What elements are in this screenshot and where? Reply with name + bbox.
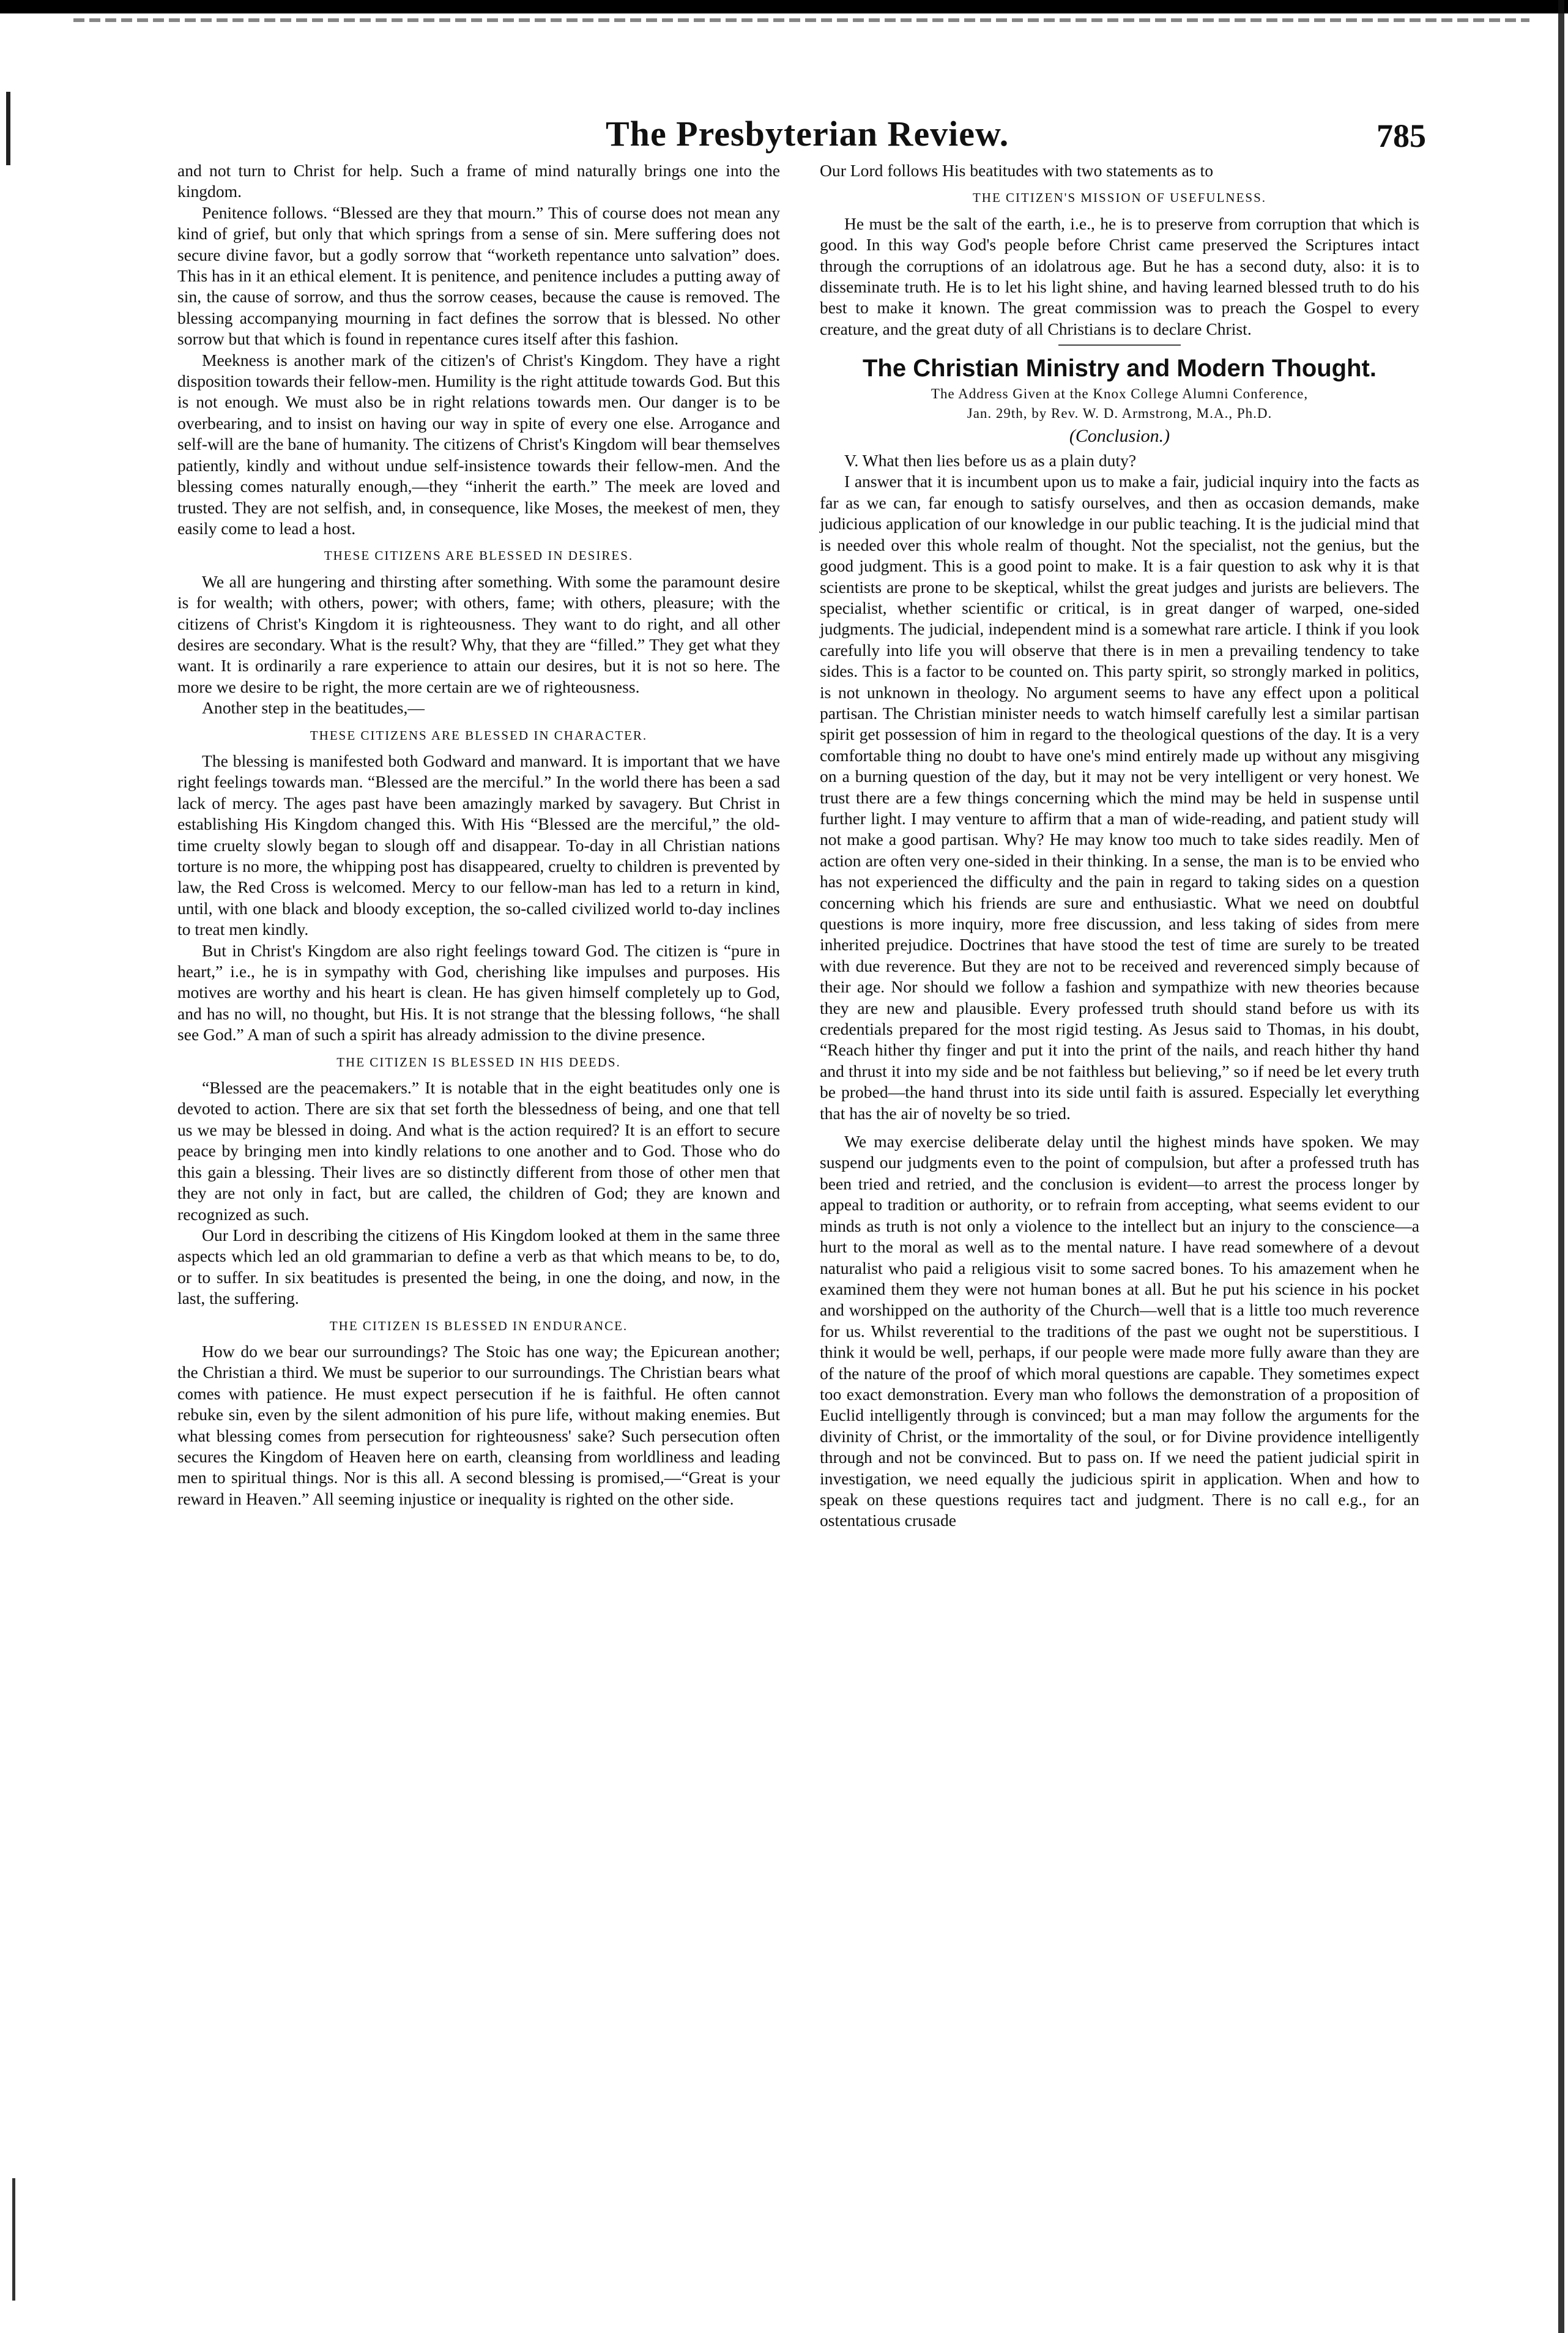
paragraph: Another step in the beatitudes,— <box>202 698 425 718</box>
paragraph: “Blessed are the peacemakers.” It is notable that in the eight beatitudes only one is devoted to action. There are six that set forth the blessedness of being, and one that tell us we may be blessed in doing. And what is the action required? It is an effort to secure peace by bringing men into kindly relations to one another and to God. Those who do this gain a blessing. Their lives are so distinctly different from those of other men that they are not only in fact, but are called, the children of God; they are known and recognized as such. <box>177 1078 780 1224</box>
left-column <box>177 160 780 1509</box>
paragraph: Meekness is another mark of the citizen's of Christ's Kingdom. They have a right disposition towards their fellow-men. Humility is the right attitude towards God. But this is not enough. We must also be in right relations towards men. Our danger is to be overbearing, and to insist on having our way in spite of every one else. Arrogance and self-will are the bane of humanity. The citizens of Christ's Kingdom will bear themselves patiently, kindly and without undue self-insistence towards their fellow-men. And the blessing comes naturally enough,—they “inherit the earth.” The meek are loved and trusted. They are not selfish, and, in consequence, like Moses, the meekest of men, they easily come to lead a host. <box>177 350 780 538</box>
byline: Jan. 29th, by Rev. W. D. Armstrong, M.A., Ph.D. <box>967 405 1273 421</box>
paragraph: We may exercise deliberate delay until the highest minds have spoken. We may suspend our judgments even to the point of compulsion, but after a professed truth has been tried and retried, and the conclusion is evident—to arrest the process longer by appeal to tradition or authority, or to refrain from accepting, what seems evident to our minds as truth is not only a violence to the intellect but an injury to the conscience—a hurt to the moral as well as to the mental nature. I have read somewhere of a devout naturalist who paid a religious visit to some sacred bones. To his amazement when he examined them they were not human bones at all. But he put his science in his pocket and worshipped on the authority of the Church—well that is a little too much reverence for us. Whilst reverential to the traditions of the past we ought not be superstitious. I think it would be well, perhaps, if our people were made more fully aware than they are of the nature of the proof of which moral questions are capable. They sometimes expect too exact demonstration. Every man who follows the demonstration of a proposition of Euclid intelligently through is convinced; but a man may follow the arguments for the divinity of Christ, or the immortality of the soul, or for Divine providence intelligently through and not be convinced. But to pass on. If we need the patient judicial spirit in investigation, we need equally the judicious spirit in application. When and how to speak on these questions requires tact and judgment. There is no call e.g., for an ostentatious crusade <box>820 1132 1419 1530</box>
paragraph: Our Lord follows His beatitudes with two statements as to <box>820 161 1213 180</box>
section-heading: THESE CITIZENS ARE BLESSED IN DESIRES. <box>324 548 634 564</box>
print-artifact <box>73 18 1529 22</box>
conclusion-label: (Conclusion.) <box>1069 425 1170 446</box>
paragraph: Penitence follows. “Blessed are they that mourn.” This of course does not mean any kind of grief, but only that which springs from a sense of sin. Mere suffering does not secure divine favor, but a godly sorrow that “worketh repentance unto salvation” does. This has in it an ethical element. It is penitence, and penitence includes a putting away of sin, the cause of sorrow, and thus the sorrow ceases, because the cause is removed. The blessing accompanying mourning in fact defines the sorrow that is blessed. No other sorrow but that which is found in repentance cures itself after this fashion. <box>177 203 780 349</box>
paragraph: But in Christ's Kingdom are also right feelings toward God. The citizen is “pure in heart,” i.e., he is in sympathy with God, cherishing like impulses and purposes. His motives are worthy and his heart is clean. He has given himself completely up to God, and has no will, no thought, but His. It is not strange that the blessing follows, “he shall see God.” A man of such a spirit has already admission to the divine presence. <box>177 940 780 1044</box>
paragraph: We all are hungering and thirsting after something. With some the paramount desire is for wealth; with others, power; with others, fame; with others, pleasure; with the citizens of Christ's Kingdom it is righteousness. They want to do right, and all other desires are secondary. What is the result? Why, that they are “filled.” They get what they want. It is ordinarily a rare experience to attain our desires, but it is not so here. The more we desire to be right, the more certain are we of righteousness. <box>177 571 780 696</box>
page-right-edge <box>1558 0 1564 2333</box>
section-heading: THE CITIZEN IS BLESSED IN ENDURANCE. <box>329 1318 628 1333</box>
section-heading: THESE CITIZENS ARE BLESSED IN CHARACTER. <box>310 727 648 743</box>
article-title: The Christian Ministry and Modern Thought. <box>863 355 1377 382</box>
paragraph: and not turn to Christ for help. Such a frame of mind naturally brings one into the kingdom. <box>177 161 780 201</box>
paragraph: I answer that it is incumbent upon us to make a fair, judicial inquiry into the facts as far as we can, far enough to satisfy ourselves, and then as occasion demands, make judicious application of our knowledge in our public teaching. It is the judicial mind that is needed over this whole realm of thought. Not the specialist, not the genius, but the good judgment. This is a good point to make. It is a fair question to ask why it is that scientists are prone to be skeptical, whilst the great judges and jurists are believers. The specialist, whether scientific or critical, is in great danger of warped, one-sided judgments. The judicial, independent mind is a somewhat rare article. I think if you look carefully into life you will observe that there is in men a prevailing tendency to take sides. This is a factor to be counted on. This party spirit, so strongly marked in politics, is not unknown in theology. No argument seems to have any effect upon a political partisan. The Christian minister needs to watch himself carefully lest a similar partisan spirit get possession of him in regard to the theological questions of the day. It is a very comfortable thing no doubt to have one's mind entirely made up without any misgiving on a burning question of the day, but it may not be very intelligent or very honest. We trust there are a few things concerning which the mind may be held in suspense until further light. I may venture to affirm that a man of wide-reading, and patient study will not make a good partisan. Why? He may know too much to take sides readily. Men of action are often very one-sided in their thinking. In a sense, the man is to be envied who has not experienced the difficulty and the pain in regard to taking sides on a question concerning which his friends are sure and enthusiastic. What we need on doubtful questions is more inquiry, more free discussion, and less taking of sides from mere inherited prejudice. Doctrines that have stood the test of time are surely to be treated with due reverence. But they are not to be received and reverenced simply because of their age. Nor should we follow a fashion and sympathize with new theories because they are new and plausible. Every professed truth should stand before us with its credentials prepared for the most rigid testing. As Jesus said to Thomas, in his doubt, “Reach hither thy finger and put it into the print of the nails, and reach hither thy hand and thrust it into my side and be not faithless but believing,” so if need be let every truth be probed—the hand thrust into its side until faith is assured. Especially let everything that has the air of novelty be so tried. <box>820 472 1419 1123</box>
paragraph: How do we bear our surroundings? The Stoic has one way; the Epicurean another; the Christian a third. We must be superior to our surroundings. The Christian bears what comes with patience. He must expect persecution if he is faithful. He often cannot rebuke sin, even by the silent admonition of his pure life, without making enemies. But what blessing comes from persecution for righteousness' sake? Such persecution often secures the Kingdom of Heaven here on earth, cleansing from worldliness and leading men to spiritual things. Nor is this all. A second blessing is promised,—“Great is your reward in Heaven.” All seeming injustice or inequality is righted on the other side. <box>177 1341 780 1508</box>
journal-title: The Presbyterian Review. <box>606 114 1009 154</box>
page-number: 785 <box>1377 117 1426 154</box>
section-heading: THE CITIZEN'S MISSION OF USEFULNESS. <box>972 190 1267 206</box>
paragraph: Our Lord in describing the citizens of His Kingdom looked at them in the same three aspects which led an old grammarian to define a verb as that which means to be, to do, or to suffer. In six beatitudes is presented the being, in one the doing, and now, in the last, the suffering. <box>177 1225 780 1308</box>
section-heading: THE CITIZEN IS BLESSED IN HIS DEEDS. <box>336 1054 621 1070</box>
margin-mark <box>12 2178 15 2301</box>
right-column <box>820 160 1419 1531</box>
page-top-edge <box>0 0 1568 13</box>
paragraph: V. What then lies before us as a plain duty? <box>844 451 1137 471</box>
byline: The Address Given at the Knox College Alumni Conference, <box>931 385 1309 401</box>
divider <box>1058 344 1181 346</box>
spacer <box>820 1124 1419 1131</box>
paragraph: He must be the salt of the earth, i.e., he is to preserve from corruption that which is good. In this way God's people before Christ came preserved the Scriptures intact through the corruptions of an idolatrous age. But he has a second duty, also: it is to disseminate truth. He is to let his light shine, and having learned blessed truth to do his best to make it known. The great commission was to preach the Gospel to every creature, and the great duty of all Christians is to declare Christ. <box>820 214 1419 338</box>
paragraph: The blessing is manifested both Godward and manward. It is important that we have right feelings towards man. “Blessed are the merciful.” In the world there has been a sad lack of mercy. The ages past have been amazingly marked by savagery. But Christ in establishing His Kingdom changed this. With His “Blessed are the merciful,” the old-time cruelty slowly began to slough off and disappear. To-day in all Christian nations torture is no more, the whipping post has disappeared, cruelty to children is prevented by law, the Red Cross is welcomed. Mercy to our fellow-man has led to a return in kind, until, with one black and bloody exception, the so-called civilized world to-day inclines to treat men kindly. <box>177 751 780 939</box>
